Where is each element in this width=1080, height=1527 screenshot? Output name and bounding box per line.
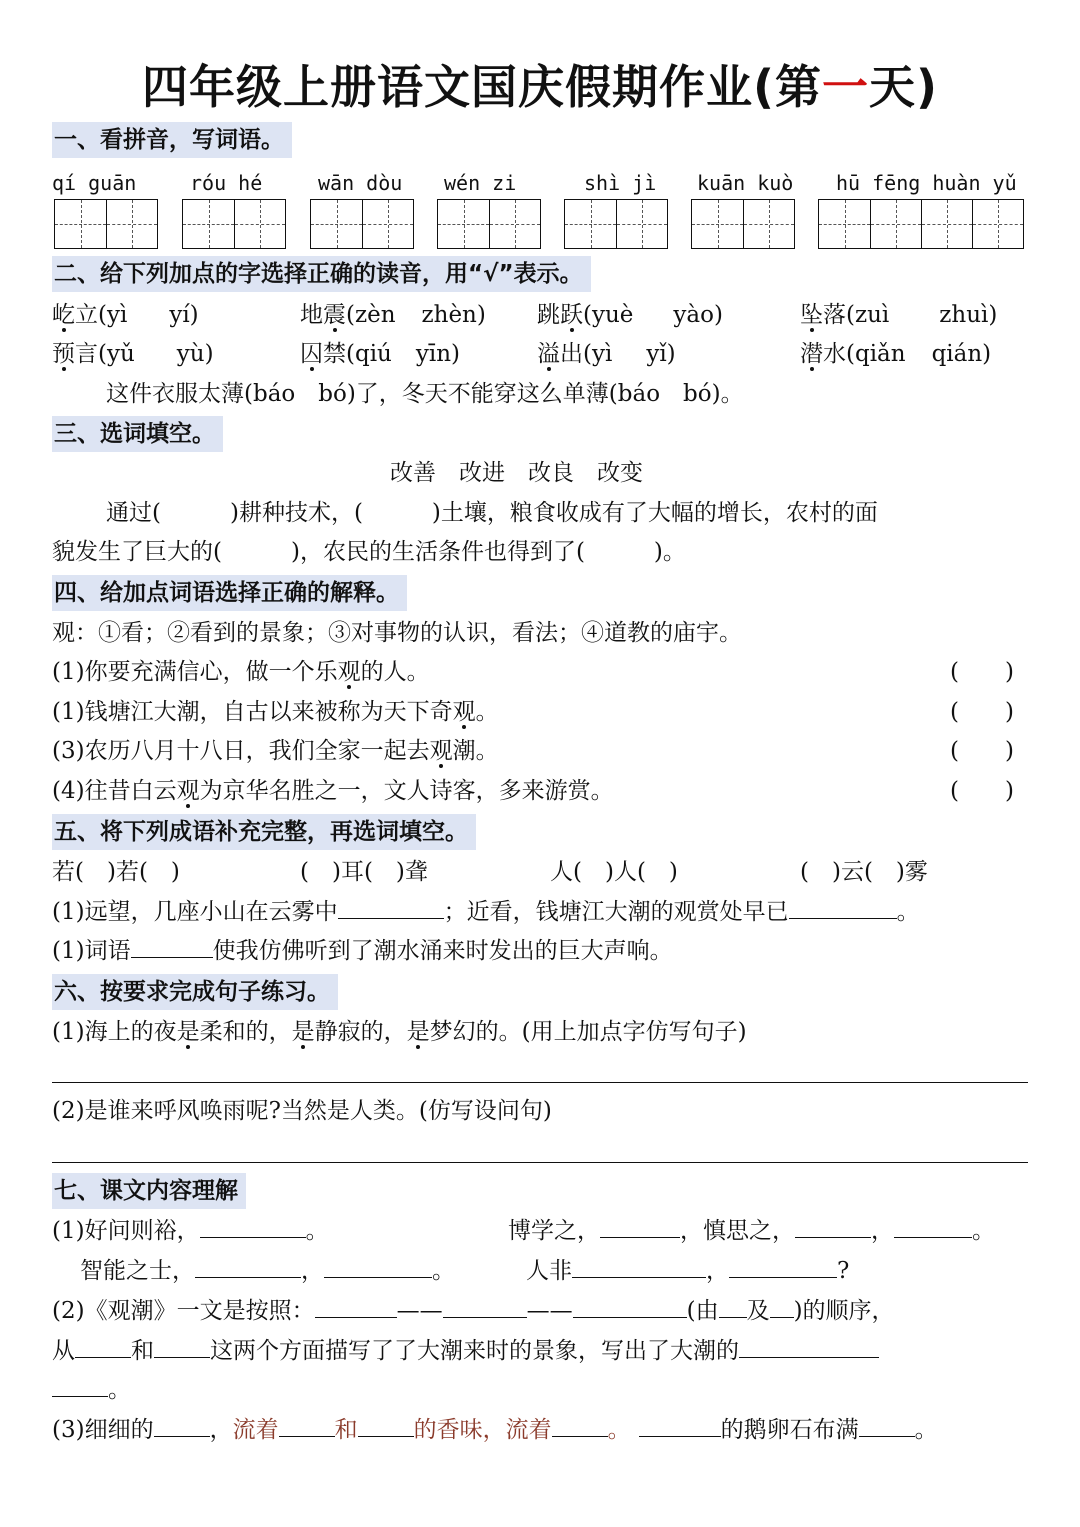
question-item: (1)钱塘江大潮，自古以来被称为天下奇观。 <box>52 699 499 725</box>
answer-blank[interactable] <box>739 1333 879 1358</box>
answer-blank[interactable] <box>639 1412 721 1437</box>
guanchao-line-3: 。 <box>52 1372 131 1408</box>
section-1-heading: 一、看拼音，写词语。 <box>52 122 292 158</box>
idiom-question-1: (1)远望，几座小山在云雾中 ；近看，钱塘江大潮的观赏处早已 。 <box>52 894 920 930</box>
answer-blank[interactable] <box>358 1412 414 1437</box>
section-7-heading: 七、课文内容理解 <box>52 1173 246 1209</box>
writing-grid-2[interactable] <box>182 199 286 249</box>
answer-paren[interactable]: ( ) <box>950 778 1014 804</box>
question-item: (4)往昔白云观为京华名胜之一，文人诗客，多来游赏。 <box>52 778 614 804</box>
answer-blank[interactable] <box>200 1213 306 1238</box>
writing-grid-1[interactable] <box>54 199 158 249</box>
reading-item: 囚禁(qiú yīn) <box>300 341 461 367</box>
pinyin-1: qí guān <box>52 171 137 195</box>
pinyin-6: kuān kuò <box>697 171 794 195</box>
word-bank: 改善 改进 改良 改变 <box>390 460 643 486</box>
answer-blank[interactable] <box>279 1412 335 1437</box>
section-4-heading: 四、给加点词语选择正确的解释。 <box>52 575 407 611</box>
bao-sentence: 这件衣服太薄(báo bó)了，冬天不能穿这么单薄(báo bó)。 <box>106 381 744 407</box>
page-title: 四年级上册语文国庆假期作业(第一天) <box>141 60 939 114</box>
answer-blank[interactable] <box>795 1213 871 1238</box>
answer-line[interactable] <box>52 1162 1028 1163</box>
answer-blank[interactable] <box>600 1213 680 1238</box>
answer-paren[interactable]: ( ) <box>950 738 1014 764</box>
pinyin-2: róu hé <box>190 171 263 195</box>
writing-grid-7[interactable] <box>818 199 1024 249</box>
section-2-heading: 二、给下列加点的字选择正确的读音，用“√”表示。 <box>52 256 591 292</box>
answer-blank[interactable] <box>443 1293 527 1318</box>
reading-item: 屹立(yì yí) <box>52 302 199 328</box>
answer-blank[interactable] <box>338 894 444 919</box>
answer-blank[interactable] <box>315 1293 397 1318</box>
section-3-heading: 三、选词填空。 <box>52 416 223 452</box>
idiom-4: ( )云( )雾 <box>800 859 928 885</box>
recite-line-1: (1)好问则裕， 。 <box>52 1213 329 1249</box>
answer-line[interactable] <box>52 1082 1028 1083</box>
answer-blank[interactable] <box>324 1253 432 1278</box>
writing-grid-3[interactable] <box>310 199 414 249</box>
answer-blank[interactable] <box>573 1293 687 1318</box>
writing-grid-6[interactable] <box>691 199 795 249</box>
idiom-1: 若( )若( ) <box>52 859 180 885</box>
guanchao-line-1: (2)《观潮》一文是按照： —— —— (由 及 )的顺序， <box>52 1293 895 1329</box>
fill-line-1: 通过( )耕种技术，( )土壤，粮食收成有了大幅的增长，农村的面 <box>106 500 878 526</box>
reading-item: 坠落(zuì zhuì) <box>800 302 998 328</box>
answer-blank[interactable] <box>719 1293 747 1318</box>
day-number: 一 <box>822 60 869 114</box>
answer-blank[interactable] <box>195 1253 301 1278</box>
answer-blank[interactable] <box>859 1412 915 1437</box>
pinyin-5: shì jì <box>584 171 657 195</box>
recite-line-2b: 人非 ， ? <box>526 1253 849 1289</box>
pinyin-7: hū fēng huàn yǔ <box>836 171 1017 195</box>
poem-line: (3)细细的 ，流着 和 的香味，流着 。 的鹅卵石布满 。 <box>52 1412 938 1448</box>
reading-item: 跳跃(yuè yào) <box>537 302 723 328</box>
answer-blank[interactable] <box>154 1333 210 1358</box>
definition-line: 观：①看；②看到的景象；③对事物的认识，看法；④道教的庙宇。 <box>52 620 742 646</box>
answer-paren[interactable]: ( ) <box>950 659 1014 685</box>
answer-blank[interactable] <box>154 1412 210 1437</box>
answer-blank[interactable] <box>572 1253 706 1278</box>
idiom-question-2: (1)词语 使我仿佛听到了潮水涌来时发出的巨大声响。 <box>52 933 673 969</box>
sentence-task-1: (1)海上的夜是柔和的，是静寂的，是梦幻的。(用上加点字仿写句子) <box>52 1019 747 1045</box>
section-5-heading: 五、将下列成语补充完整，再选词填空。 <box>52 814 476 850</box>
writing-grid-4[interactable] <box>437 199 541 249</box>
answer-blank[interactable] <box>729 1253 837 1278</box>
answer-blank[interactable] <box>894 1213 972 1238</box>
reading-item: 溢出(yì yǐ) <box>537 341 676 367</box>
answer-blank[interactable] <box>770 1293 794 1318</box>
reading-item: 预言(yǔ yù) <box>52 341 214 367</box>
pinyin-4: wén zi <box>444 171 517 195</box>
reading-item: 潜水(qiǎn qián) <box>800 341 992 367</box>
answer-blank[interactable] <box>552 1412 608 1437</box>
answer-blank[interactable] <box>52 1372 108 1397</box>
answer-blank[interactable] <box>75 1333 131 1358</box>
fill-line-2: 貌发生了巨大的( )，农民的生活条件也得到了( )。 <box>52 539 686 565</box>
recite-line-1b: 博学之， ，慎思之， ， 。 <box>508 1213 995 1249</box>
answer-paren[interactable]: ( ) <box>950 699 1014 725</box>
question-item: (1)你要充满信心，做一个乐观的人。 <box>52 659 430 685</box>
answer-blank[interactable] <box>789 894 897 919</box>
idiom-2: ( )耳( )聋 <box>300 859 428 885</box>
guanchao-line-2: 从 和 这两个方面描写了了大潮来时的景象，写出了大潮的 <box>52 1333 879 1369</box>
reading-item: 地震(zèn zhèn) <box>300 302 486 328</box>
question-item: (3)农历八月十八日，我们全家一起去观潮。 <box>52 738 499 764</box>
recite-line-2: 智能之士， ， 。 <box>80 1253 455 1289</box>
idiom-3: 人( )人( ) <box>550 859 678 885</box>
pinyin-3: wān dòu <box>318 171 403 195</box>
section-6-heading: 六、按要求完成句子练习。 <box>52 974 338 1010</box>
sentence-task-2: (2)是谁来呼风唤雨呢?当然是人类。(仿写设问句) <box>52 1098 552 1124</box>
answer-blank[interactable] <box>131 933 213 958</box>
writing-grid-5[interactable] <box>564 199 668 249</box>
